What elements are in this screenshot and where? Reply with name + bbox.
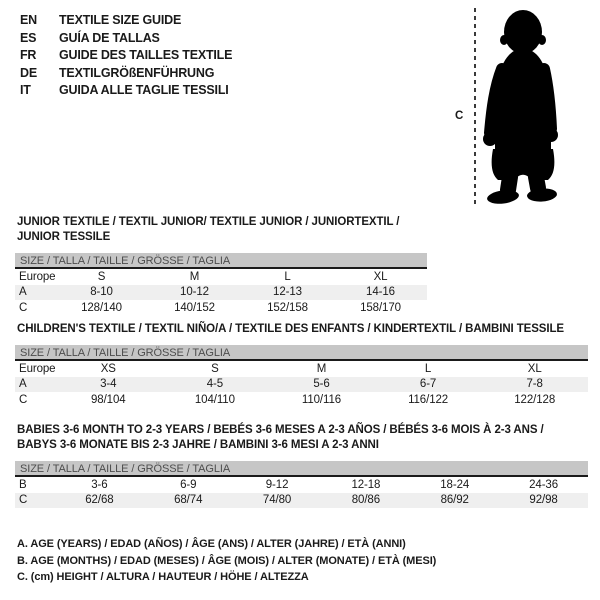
size-cell: S	[97, 270, 106, 283]
size-header-bar: SIZE / TALLA / TAILLE / GRÖSSE / TAGLIA	[15, 461, 588, 477]
language-title: TEXTILGRÖßENFÜHRUNG	[59, 65, 215, 80]
size-cell: 128/140	[81, 301, 122, 314]
language-row	[20, 47, 232, 65]
size-cell: 140/152	[174, 301, 215, 314]
section-title: BABYS 3-6 MONATE BIS 2-3 JAHRE / BAMBINI 3-6 MESI A 2-3 ANNI	[17, 439, 379, 451]
size-cell: 68/74	[144, 493, 233, 509]
height-measure-dashed-line	[474, 8, 476, 206]
size-cell: 116/122	[408, 393, 449, 406]
size-cell: XS	[100, 362, 116, 375]
table-row	[15, 493, 588, 509]
size-cell: 7-8	[481, 377, 588, 393]
size-cell: 14-16	[334, 285, 427, 301]
babies-size-table	[15, 477, 588, 508]
footnote-a: A. AGE (YEARS) / EDAD (AÑOS) / ÂGE (ANS) / ALTER (JAHRE) / ETÀ (ANNI)	[17, 538, 406, 550]
language-code: ES	[20, 30, 37, 45]
language-code: DE	[20, 65, 37, 80]
size-cell: XL	[527, 362, 542, 375]
size-cell: M	[316, 362, 327, 375]
junior-size-table	[15, 269, 427, 316]
size-cell: XL	[373, 270, 388, 283]
size-cell: L	[284, 270, 291, 283]
size-cell: 12-18	[351, 478, 381, 491]
row-label: A	[15, 285, 55, 301]
row-label: C	[19, 301, 28, 314]
section-junior-textile	[15, 215, 427, 316]
language-row	[20, 65, 232, 83]
size-cell: 80/86	[321, 493, 410, 509]
language-title: TEXTILE SIZE GUIDE	[59, 13, 182, 27]
language-code: EN	[20, 13, 37, 27]
size-cell: 4-5	[162, 377, 269, 393]
size-cell: L	[424, 362, 432, 375]
size-cell: 3-4	[55, 377, 162, 393]
size-cell: 24-36	[529, 478, 559, 491]
table-row	[15, 300, 427, 316]
section-title: BABIES 3-6 MONTH TO 2-3 YEARS / BEBÉS 3-6 MESES A 2-3 AÑOS / BÉBÉS 3-6 MOIS À 2-3 ANS /	[17, 424, 544, 436]
footnote-b: B. AGE (MONTHS) / EDAD (MESES) / ÂGE (MOIS) / ALTER (MONATE) / ETÀ (MESI)	[17, 554, 437, 567]
table-row	[15, 477, 588, 493]
size-cell: M	[189, 270, 200, 283]
section-babies-textile	[15, 423, 588, 508]
size-cell: 9-12	[265, 478, 289, 491]
legend-notes	[17, 536, 436, 586]
row-label: Europe	[19, 270, 56, 283]
table-row	[15, 285, 427, 301]
size-cell: 152/158	[267, 301, 308, 314]
language-title-list	[20, 12, 232, 100]
language-title: GUÍA DE TALLAS	[59, 30, 160, 45]
language-code: FR	[20, 48, 37, 62]
section-title: JUNIOR TEXTILE / TEXTIL JUNIOR/ TEXTILE JUNIOR / JUNIORTEXTIL / JUNIOR TESSILE	[17, 216, 400, 243]
table-row	[15, 361, 588, 377]
row-label: C	[15, 493, 55, 509]
language-row	[20, 30, 232, 48]
size-cell: 104/110	[194, 393, 235, 406]
row-label: Europe	[19, 362, 56, 375]
size-cell: 6-9	[180, 478, 197, 491]
language-title: GUIDE DES TAILLES TEXTILE	[59, 48, 233, 62]
language-code: IT	[20, 83, 31, 97]
language-title: GUIDA ALLE TAGLIE TESSILI	[59, 83, 229, 97]
size-cell: 10-12	[148, 285, 241, 301]
size-cell: 18-24	[440, 478, 470, 491]
language-row	[20, 82, 232, 100]
size-cell: 62/68	[55, 493, 144, 509]
footnote-c: C. (cm) HEIGHT / ALTURA / HAUTEUR / HÖHE / ALTEZZA	[17, 571, 309, 583]
childrens-size-table	[15, 361, 588, 408]
section-childrens-textile	[15, 322, 588, 408]
row-label: C	[19, 393, 28, 406]
height-measure-label: C	[455, 110, 464, 122]
size-cell: 5-6	[268, 377, 375, 393]
size-cell: 158/170	[360, 301, 401, 314]
size-cell: 92/98	[499, 493, 588, 509]
table-row	[15, 392, 588, 408]
table-row	[15, 377, 588, 393]
section-title: CHILDREN'S TEXTILE / TEXTIL NIÑO/A / TEXTILE DES ENFANTS / KINDERTEXTIL / BAMBINI TESSILE	[17, 323, 564, 335]
size-cell: 110/116	[301, 393, 342, 406]
size-cell: 74/80	[233, 493, 322, 509]
size-cell: 12-13	[241, 285, 334, 301]
size-cell: 8-10	[55, 285, 148, 301]
row-label: B	[19, 478, 27, 491]
table-row	[15, 269, 427, 285]
baby-silhouette-icon	[482, 9, 566, 205]
size-cell: 6-7	[375, 377, 482, 393]
size-cell: 86/92	[410, 493, 499, 509]
size-cell: 3-6	[91, 478, 108, 491]
size-header-bar: SIZE / TALLA / TAILLE / GRÖSSE / TAGLIA	[15, 345, 588, 361]
size-cell: 98/104	[91, 393, 126, 406]
language-row	[20, 12, 232, 30]
size-cell: 122/128	[514, 393, 556, 406]
row-label: A	[15, 377, 55, 393]
size-cell: S	[211, 362, 219, 375]
size-header-bar: SIZE / TALLA / TAILLE / GRÖSSE / TAGLIA	[15, 253, 427, 269]
